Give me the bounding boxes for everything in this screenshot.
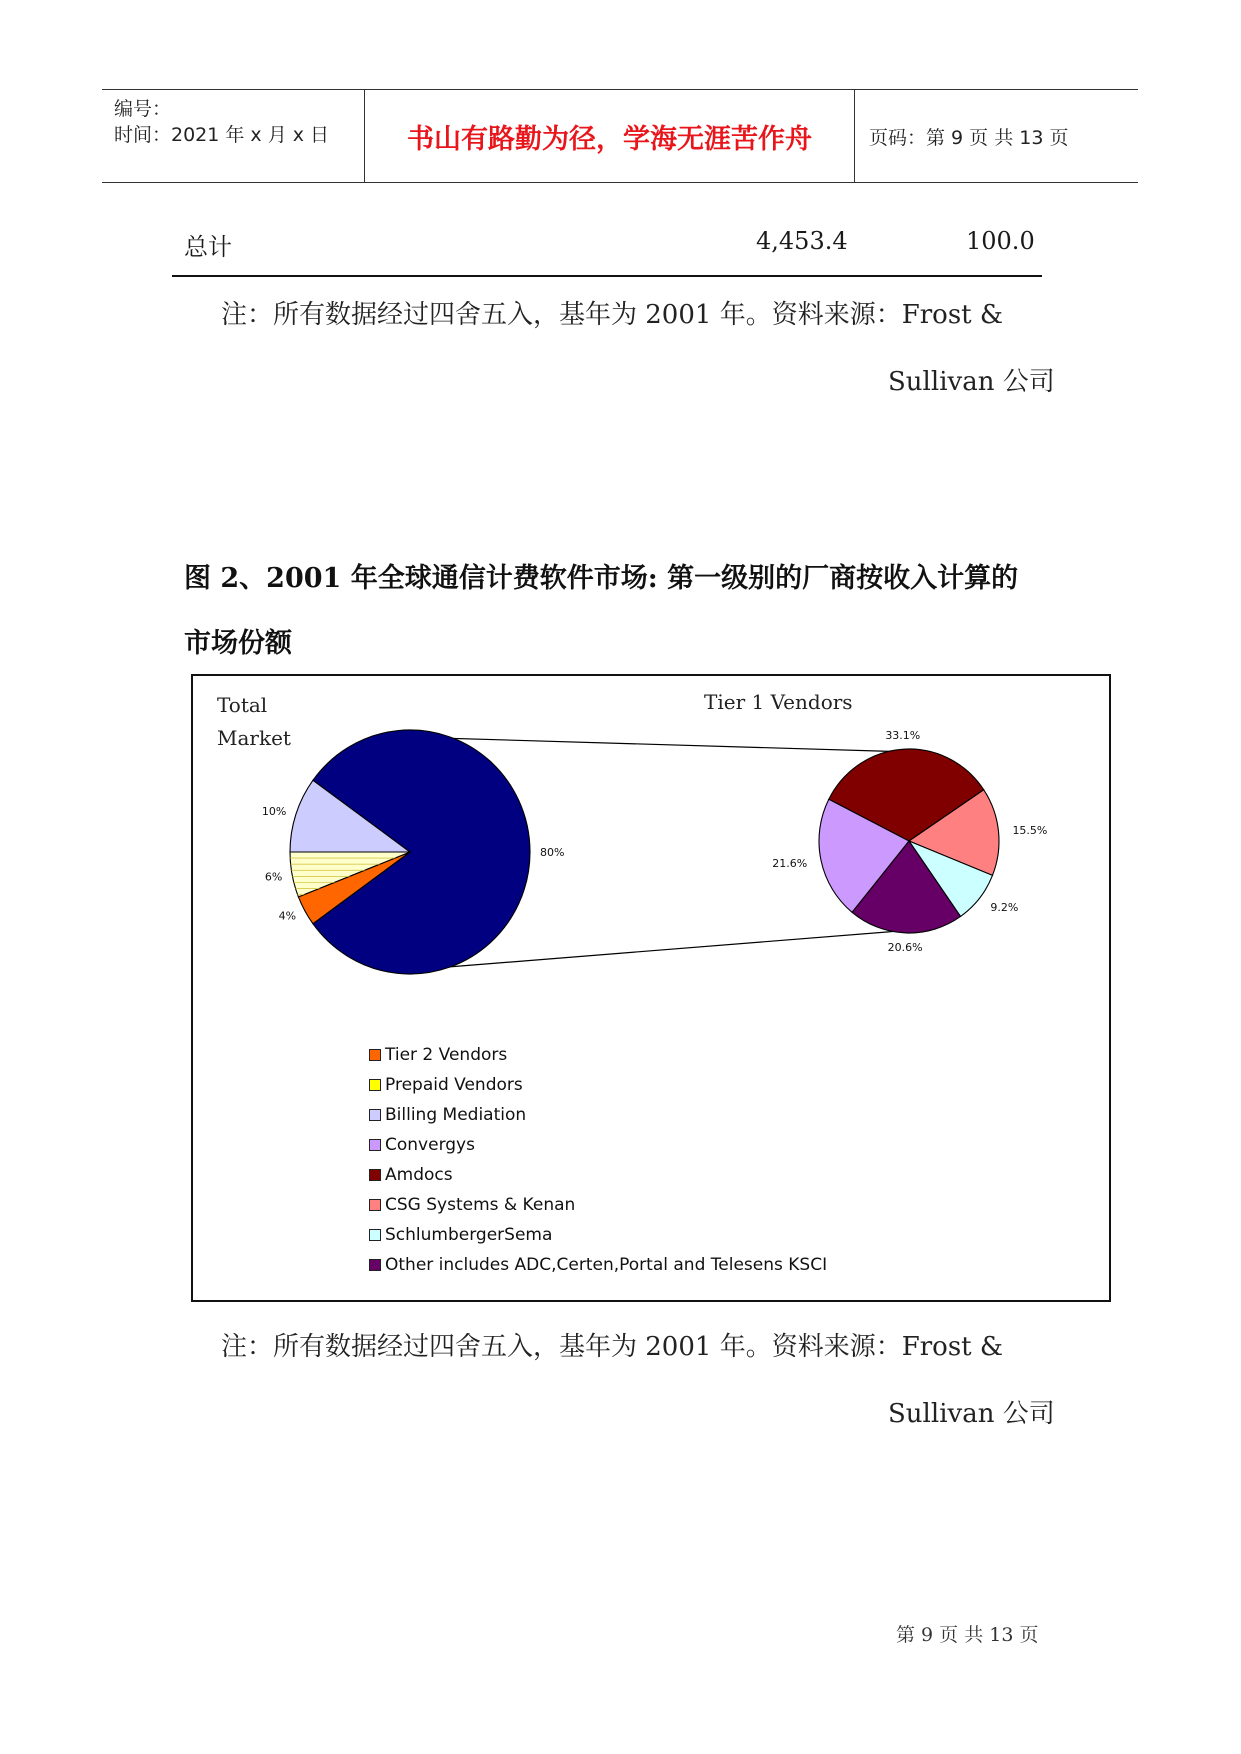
legend-item bbox=[369, 1190, 827, 1220]
connector-line-top bbox=[434, 738, 911, 752]
billing-mediation-data-label: 10% bbox=[261, 805, 287, 819]
header-page-info: 页码：第 9 页 共 13 页 bbox=[869, 126, 1069, 149]
table-total-row bbox=[172, 223, 1042, 277]
table-note-line2: Sullivan 公司 bbox=[888, 367, 1055, 397]
other-includes-adc-certen-portal-and-telesens-ksci-data-label: 20.6% bbox=[887, 940, 923, 954]
legend-item bbox=[369, 1070, 827, 1100]
legend-item bbox=[369, 1220, 827, 1250]
main-pie-title: Market bbox=[217, 726, 291, 750]
connector-line-bottom bbox=[434, 931, 899, 968]
legend-swatch bbox=[369, 1169, 381, 1181]
legend-item bbox=[369, 1250, 827, 1280]
legend-label: Tier 2 Vendors bbox=[385, 1045, 508, 1065]
table-note-line1: 注：所有数据经过四舍五入，基年为 2001 年。资料来源：Frost & bbox=[221, 300, 1004, 330]
detail-pie-title: Tier 1 Vendors bbox=[704, 690, 853, 714]
header-meta bbox=[102, 90, 364, 182]
legend-item bbox=[369, 1160, 827, 1190]
chart-frame bbox=[191, 674, 1111, 1302]
tier-1-vendors-data-label: 80% bbox=[540, 846, 565, 859]
legend-swatch bbox=[369, 1139, 381, 1151]
page-footer: 第 9 页 共 13 页 bbox=[896, 1624, 1039, 1646]
legend-item bbox=[369, 1130, 827, 1160]
prepaid-vendors-data-label: 6% bbox=[264, 870, 283, 884]
header-motto: 书山有路勤为径，学海无涯苦作舟 bbox=[407, 123, 812, 155]
legend-item bbox=[369, 1100, 827, 1130]
convergys-data-label: 21.6% bbox=[772, 856, 808, 870]
figure-title-line1: 图 2、2001 年全球通信计费软件市场: 第一级别的厂商按收入计算的 bbox=[184, 563, 1019, 594]
total-label: 总计 bbox=[184, 233, 232, 261]
legend-swatch bbox=[369, 1259, 381, 1271]
figure-note-line1: 注：所有数据经过四舍五入，基年为 2001 年。资料来源：Frost & bbox=[221, 1332, 1004, 1362]
csg-systems-kenan-data-label: 15.5% bbox=[1012, 824, 1048, 838]
total-percent: 100.0 bbox=[966, 227, 1035, 255]
legend-swatch bbox=[369, 1079, 381, 1091]
detail-pie bbox=[772, 729, 1047, 954]
main-pie-title: Total bbox=[217, 693, 268, 717]
legend-label: Amdocs bbox=[385, 1165, 453, 1185]
total-value: 4,453.4 bbox=[756, 227, 848, 255]
legend-label: Convergys bbox=[385, 1135, 475, 1155]
legend-label: CSG Systems & Kenan bbox=[385, 1195, 576, 1215]
legend-label: Billing Mediation bbox=[385, 1105, 527, 1125]
amdocs-data-label: 33.1% bbox=[885, 729, 921, 743]
legend-swatch bbox=[369, 1109, 381, 1121]
main-pie bbox=[262, 730, 565, 974]
figure-note-line2: Sullivan 公司 bbox=[888, 1399, 1055, 1429]
figure-title-line2: 市场份额 bbox=[184, 628, 292, 659]
legend-swatch bbox=[369, 1229, 381, 1241]
time-label: 时间：2021 年 x 月 x 日 bbox=[114, 124, 330, 146]
legend-swatch bbox=[369, 1199, 381, 1211]
number-label: 编号： bbox=[114, 98, 172, 120]
page-header bbox=[102, 89, 1138, 183]
legend-label: SchlumbergerSema bbox=[385, 1225, 553, 1245]
schlumbergersema-data-label: 9.2% bbox=[990, 901, 1019, 915]
legend-label: Prepaid Vendors bbox=[385, 1075, 523, 1095]
chart-legend bbox=[369, 1040, 827, 1280]
legend-label: Other includes ADC,Certen,Portal and Telesens KSCI bbox=[385, 1255, 828, 1275]
tier-2-vendors-data-label: 4% bbox=[278, 909, 297, 923]
legend-item bbox=[369, 1040, 827, 1070]
legend-swatch bbox=[369, 1049, 381, 1061]
